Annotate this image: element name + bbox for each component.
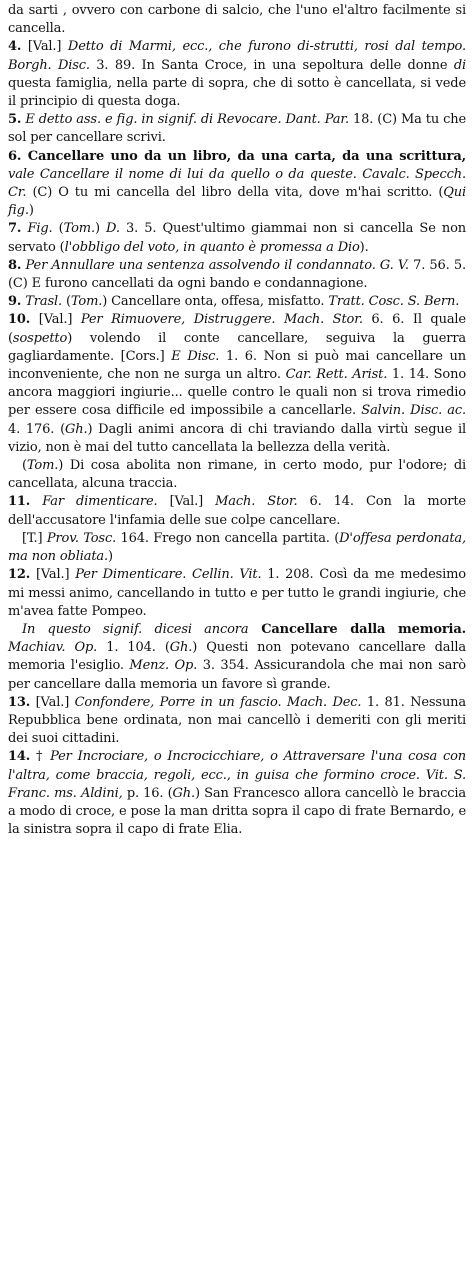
italic-run: vale Cancellare il nome di lui da quello o da queste. Cavalc. Specch. Cr.	[8, 166, 466, 201]
italic-run: Prov. Tosc.	[46, 530, 117, 546]
italic-run: di	[453, 57, 467, 73]
entry-number: 11.	[8, 494, 31, 510]
text-run: 6. 14. Con la morte dell'accusatore l'infamia delle sue colpe cancellare.	[8, 494, 466, 528]
italic-run: Per Annullare una sentenza assolvendo il condannato. G. V.	[25, 257, 409, 273]
dictionary-entry	[8, 38, 466, 111]
italic-run: Gh.	[172, 785, 195, 801]
dictionary-entry	[8, 457, 466, 493]
text-run: ) volendo il conte cancellare, seguiva la guerra gagliardamente. [Cors.]	[8, 330, 466, 364]
bold-run: Cancellare dalla memoria.	[248, 621, 466, 637]
entry-number: 14.	[8, 749, 31, 765]
text-run: 1. 81. Nessuna Repubblica bene ordinata, non mai cancellò i demeriti con gli meriti dei suoi cittadini.	[8, 694, 466, 747]
italic-run: Per Incrociare, o Incrocicchiare, o Attraversare l'una cosa con l'altra, come braccia, regoli, ecc., in guisa che formino croce. Vit. S. Franc. ms. Aldini,	[8, 749, 466, 801]
italic-run: Per Rimuovere, Distruggere. Mach. Stor.	[80, 312, 363, 328]
italic-run: Car. Rett. Arist.	[285, 367, 388, 383]
entry-number: 12.	[8, 567, 31, 583]
italic-run: Tom.	[63, 221, 95, 237]
italic-run: Menz. Op.	[129, 658, 198, 674]
dictionary-entry	[8, 748, 466, 839]
italic-run: Machiav. Op.	[8, 640, 98, 656]
dictionary-entry	[8, 148, 466, 221]
text-run: [Val.]	[30, 312, 81, 328]
italic-run: Mach. Stor.	[215, 494, 298, 510]
text-run: 3. 5. Quest'ultimo giammai non si cancella Se non servato (	[8, 221, 467, 255]
italic-run: Detto di Marmi, ecc., che furono di-	[67, 39, 314, 55]
text-run: [Val.]	[30, 567, 76, 583]
text-run: 3. 89. In Santa Croce, in una sepoltura delle donne	[89, 57, 454, 73]
italic-run: Trasl.	[25, 294, 62, 310]
text-run: ).	[359, 239, 369, 255]
italic-run: In questo signif. dicesi ancora	[22, 621, 249, 637]
italic-run: Confondere, Porre in un fascio. Mach. Dec.	[74, 694, 362, 710]
text-run: )	[94, 221, 107, 237]
entry-number: 10.	[8, 312, 31, 328]
bold-run: Cancellare uno da un libro, da una carta, da una scrittura,	[21, 148, 466, 164]
dictionary-entry	[8, 220, 466, 256]
italic-run: Tratt. Cosc. S. Bern.	[328, 294, 460, 310]
text-run: 7. 56. 5. (C) E furono cancellati da ogni bando e condannagione.	[8, 257, 466, 292]
dictionary-entry	[8, 293, 466, 311]
text-run: ) Dagli animi ancora di chi traviando dalla virtù segue il vizio, non è mai del tutto cancellata la bellezza della verità.	[8, 421, 466, 455]
italic-run: E Disc.	[171, 348, 220, 364]
italic-run: D.	[106, 221, 120, 237]
italic-run: Tom.	[70, 294, 103, 310]
text-run: ) Cancellare onta, offesa, misfatto.	[102, 294, 329, 310]
text-run: [Val.]	[21, 39, 68, 55]
text-run: 4. 176. (	[8, 421, 65, 437]
text-run: [Val.]	[30, 694, 75, 710]
italic-run: Tom.	[26, 458, 59, 474]
italic-run: sospetto	[12, 330, 68, 346]
dictionary-entry	[8, 621, 466, 694]
italic-run: strutti, rosi dal tempo. Borgh. Disc.	[8, 39, 466, 73]
text-run: 1. 104. (	[97, 640, 170, 656]
italic-run: D'offesa perdonata, ma non obliata.	[8, 530, 467, 565]
text-run: [Val.]	[157, 494, 216, 510]
text-run: ) San Francesco allora cancellò le braccia a modo di croce, e pose la man dritta sopra il capo di frate Bernardo, e la sinistra sopra il capo di frate Elia.	[8, 785, 467, 838]
dictionary-entry	[8, 530, 466, 566]
dictionary-entry	[8, 311, 466, 457]
dictionary-entry	[8, 566, 466, 621]
text-run: ) Questi non potevano cancellare dalla memoria l'esiglio.	[8, 640, 466, 674]
text-run: †	[30, 749, 51, 765]
text-run: 164. Frego non cancella partita. (	[116, 530, 340, 546]
text-run: da sarti , ovvero con carbone di salcio, che l'uno e	[8, 3, 340, 18]
text-run: 1. 6. Non si può mai cancellare un inconveniente, che non ne surga un altro.	[8, 348, 466, 383]
italic-run: l'obbligo del voto, in quanto è promessa a Dio	[64, 239, 360, 255]
dictionary-entry	[8, 2, 466, 38]
text-run: )	[28, 203, 34, 219]
text-run: (	[61, 294, 71, 310]
italic-run: Far dimenticare.	[42, 494, 158, 510]
dictionary-entry	[8, 257, 466, 293]
dictionary-entry	[8, 493, 466, 529]
dictionary-entry	[8, 694, 466, 749]
entry-number: 4.	[8, 39, 22, 55]
text-run: l'altro facilmente si cancella.	[8, 3, 466, 37]
text-run: ) Di cosa abolita non rimane, in certo modo, pur l'odore; di cancellata, alcuna traccia.	[8, 458, 466, 492]
text-run: p. 16. (	[122, 785, 173, 801]
text-run: (	[22, 458, 27, 474]
italic-run: Qui fig.	[8, 185, 466, 219]
dictionary-entry	[8, 111, 466, 147]
text-run: 3. 354. Assicurandola che mai non sarò per cancellare dalla memoria un favore sì grande.	[8, 658, 466, 692]
entry-number: 7.	[8, 221, 22, 237]
entry-number: 9.	[8, 294, 22, 310]
entry-number: 6.	[8, 148, 22, 164]
entry-number: 13.	[8, 694, 31, 710]
text-run: 1. 208. Così da me medesimo mi messi animo, cancellando in tutto e per tutto le grandi ingiurie, che m'avea fatte Pompeo.	[8, 567, 466, 619]
italic-run: Gh.	[65, 421, 88, 437]
entry-number: 8.	[8, 257, 22, 273]
entry-number: 5.	[8, 112, 22, 128]
italic-run: Fig.	[27, 221, 53, 237]
italic-run: Per Dimenticare. Cellin. Vit.	[75, 567, 262, 583]
text-run: 18. (C) Ma tu che sol per cancellare scrivi.	[8, 112, 467, 146]
text-run	[30, 494, 42, 509]
italic-run: E detto ass. e fig. in signif. di Revocare. Dant. Par.	[25, 112, 349, 128]
text-run: 1. 14. Sono ancora maggiori ingiurie... quelle contro le quali non si trova rimedio per essere cosa difficile ed impossibile a cancellarle.	[8, 367, 466, 419]
text-run: [T.]	[22, 530, 47, 546]
text-run: )	[108, 549, 113, 565]
text-run: (	[52, 221, 64, 237]
italic-run: Salvin. Disc. ac.	[361, 403, 466, 419]
text-run: (C) O tu mi cancella del libro della vita, dove m'hai scritto. (	[26, 185, 444, 201]
text-run: 6. 6. Il quale (	[8, 312, 466, 346]
text-run: questa famiglia, nella parte di sopra, che di sotto è cancellata, si vede il principio di questa doga.	[8, 75, 466, 110]
italic-run: Gh.	[169, 640, 193, 656]
